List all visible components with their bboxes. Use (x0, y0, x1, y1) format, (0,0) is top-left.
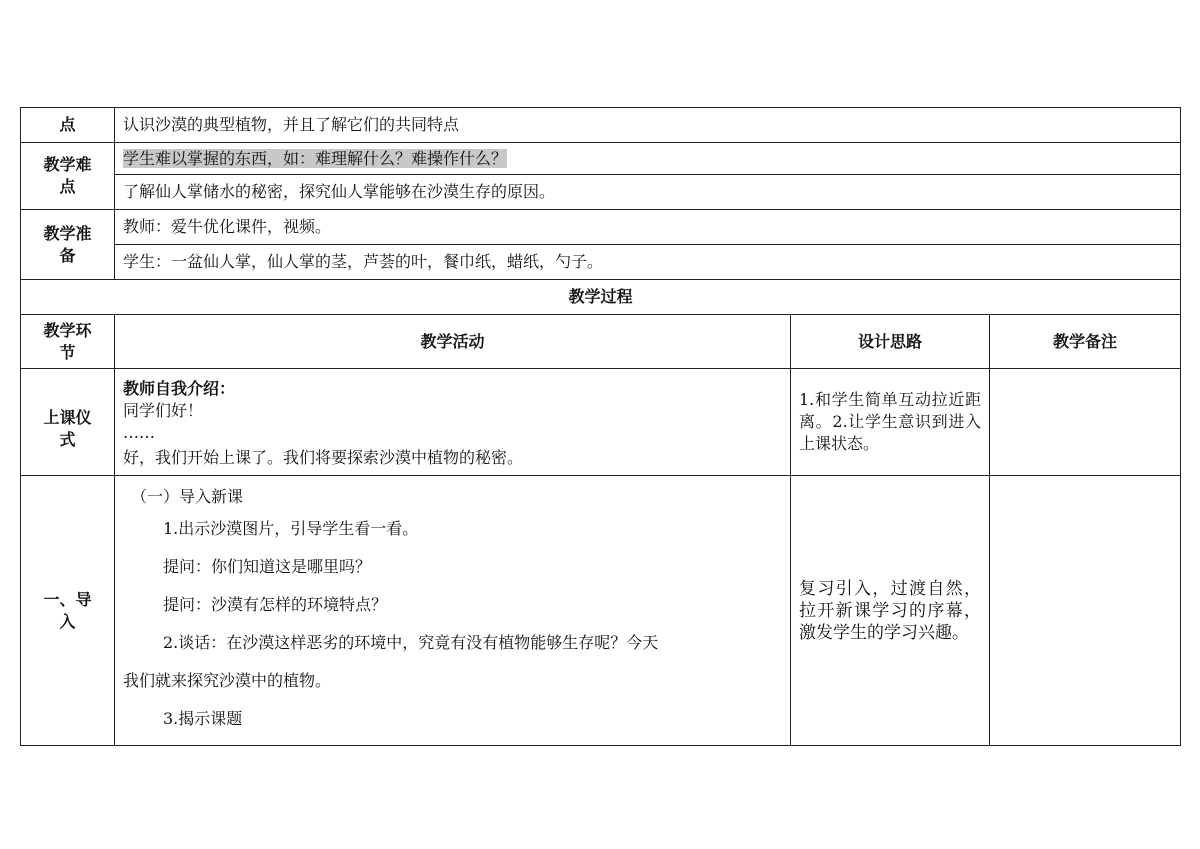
preparation-label-line-1: 教学准 (43, 223, 92, 243)
opening-row (21, 369, 1181, 476)
process-title-row (21, 280, 1181, 315)
intro-section: （一）导入新课 (131, 486, 244, 506)
difficulty-label (21, 143, 115, 210)
intro-row (21, 476, 1181, 746)
preparation-student: 学生：一盆仙人掌，仙人掌的茎，芦荟的叶，餐巾纸，蜡纸，勺子。 (115, 245, 1181, 280)
difficulty-label-line-2: 点 (59, 177, 76, 196)
header-notes: 教学备注 (990, 315, 1181, 369)
preparation-label (21, 210, 115, 280)
intro-step-2a: 2.谈话：在沙漠这样恶劣的环境中，究竟有没有植物能够生存呢？今天 (163, 632, 659, 652)
header-design: 设计思路 (791, 315, 990, 369)
intro-activity (115, 476, 791, 746)
opening-stage-line-2: 式 (59, 430, 76, 449)
opening-line-1: 同学们好！ (123, 401, 204, 420)
opening-activity (115, 369, 791, 476)
key-point-row (21, 108, 1181, 143)
difficulty-hint: 学生难以掌握的东西，如：难理解什么？难操作什么？ (123, 148, 508, 168)
preparation-row-teacher (21, 210, 1181, 245)
header-stage (21, 315, 115, 369)
opening-design: 1.和学生简单互动拉近距离。2.让学生意识到进入上课状态。 (791, 369, 990, 476)
preparation-label-line-2: 备 (59, 245, 76, 265)
opening-intro-title: 教师自我介绍： (123, 379, 236, 398)
process-title: 教学过程 (21, 280, 1181, 315)
opening-notes (990, 369, 1181, 476)
intro-stage-line-1: 一、导 (43, 589, 92, 609)
opening-line-2: …… (123, 423, 155, 442)
header-stage-line-2: 节 (59, 342, 76, 362)
intro-question-2: 提问：沙漠有怎样的环境特点？ (163, 594, 388, 614)
process-header-row (21, 315, 1181, 369)
difficulty-label-line-1: 教学难 (43, 155, 92, 174)
difficulty-content: 了解仙人掌储水的秘密，探究仙人掌能够在沙漠生存的原因。 (115, 175, 1181, 210)
header-stage-line-1: 教学环 (43, 320, 92, 340)
preparation-row-student (21, 245, 1181, 280)
difficulty-row-content (21, 175, 1181, 210)
intro-question-1: 提问：你们知道这是哪里吗？ (163, 556, 372, 576)
intro-step-3: 3.揭示课题 (163, 708, 243, 728)
opening-stage-line-1: 上课仪 (43, 408, 92, 427)
difficulty-row-hint (21, 143, 1181, 175)
difficulty-hint-cell (115, 143, 1181, 175)
intro-stage (21, 476, 115, 746)
intro-design: 复习引入，过渡自然，拉开新课学习的序幕，激发学生的学习兴趣。 (791, 476, 990, 746)
intro-step-2b: 我们就来探究沙漠中的植物。 (123, 670, 332, 690)
intro-notes (990, 476, 1181, 746)
preparation-teacher: 教师：爱牛优化课件，视频。 (115, 210, 1181, 245)
key-point-content: 认识沙漠的典型植物，并且了解它们的共同特点 (115, 108, 1181, 143)
header-activity: 教学活动 (115, 315, 791, 369)
lesson-plan-table (20, 107, 1181, 746)
opening-line-3: 好，我们开始上课了。我们将要探索沙漠中植物的秘密。 (123, 448, 524, 467)
key-point-label: 点 (21, 108, 115, 143)
intro-stage-line-2: 入 (59, 611, 76, 631)
intro-step-1: 1.出示沙漠图片，引导学生看一看。 (163, 518, 419, 538)
opening-stage (21, 369, 115, 476)
